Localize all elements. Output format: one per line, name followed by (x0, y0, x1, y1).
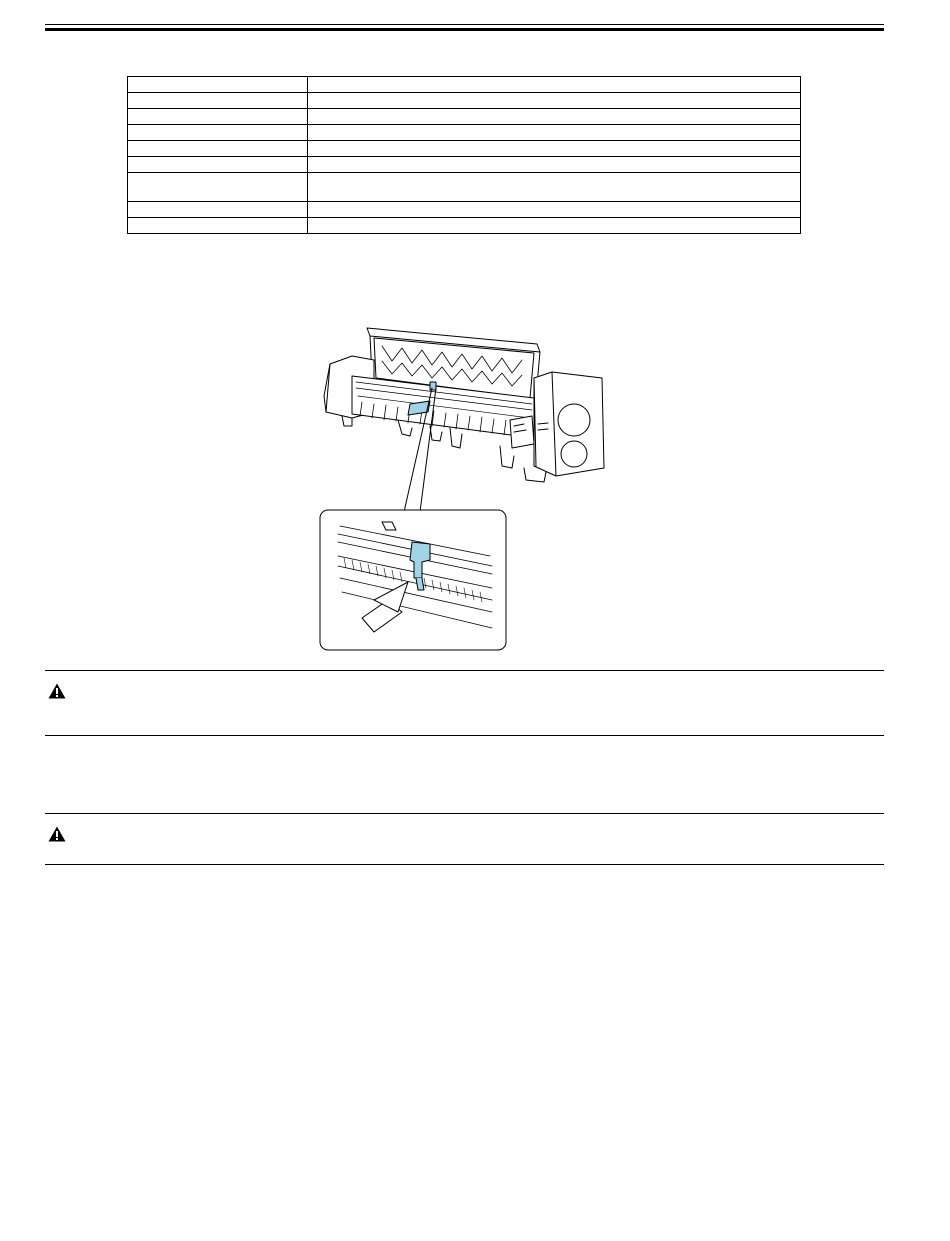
header-rule-thick (45, 28, 884, 31)
table-cell (308, 218, 801, 234)
spec-table (127, 76, 801, 234)
table-cell (128, 173, 308, 202)
table-row (128, 125, 801, 141)
table-row (128, 93, 801, 109)
warning-triangle-icon (48, 826, 66, 842)
table-cell (128, 218, 308, 234)
table-cell (308, 173, 801, 202)
table-row (128, 141, 801, 157)
table-cell (128, 77, 308, 93)
table-row (128, 218, 801, 234)
table-cell (308, 157, 801, 173)
table-cell (128, 157, 308, 173)
table-row (128, 157, 801, 173)
table-cell (128, 109, 308, 125)
table-row (128, 77, 801, 93)
table-cell (308, 141, 801, 157)
warning-notice (45, 670, 884, 736)
printer-illustration (312, 316, 612, 654)
table-cell (128, 141, 308, 157)
table-cell (308, 109, 801, 125)
table-cell (128, 93, 308, 109)
header-rule-thin (45, 24, 884, 25)
warning-triangle-icon (48, 683, 66, 699)
table-cell (128, 202, 308, 218)
table-cell (308, 77, 801, 93)
table-row (128, 109, 801, 125)
printer-drawing (312, 316, 612, 654)
table-cell (308, 125, 801, 141)
table-cell (128, 125, 308, 141)
table-row (128, 173, 801, 202)
table-cell (308, 93, 801, 109)
table-cell (308, 202, 801, 218)
table-row (128, 202, 801, 218)
warning-notice (45, 813, 884, 865)
